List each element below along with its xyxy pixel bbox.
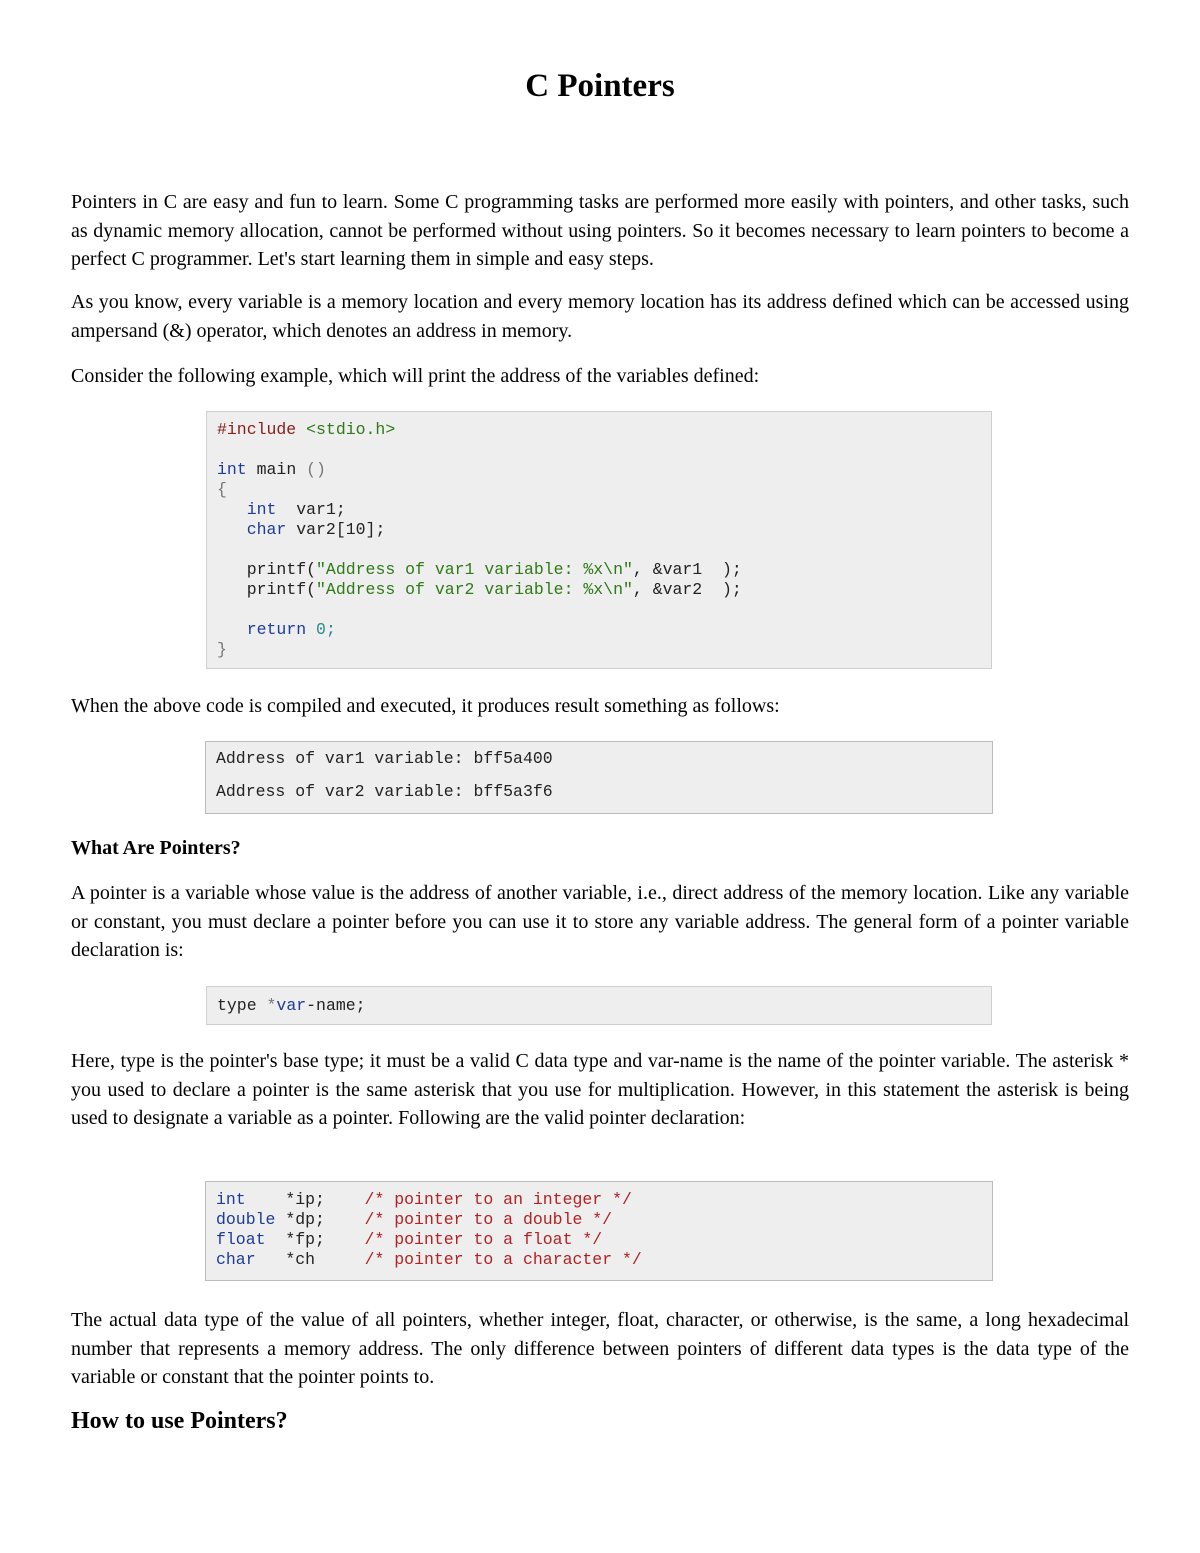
declaration-gap — [325, 1210, 365, 1229]
section-heading-how-to-use-pointers: How to use Pointers? — [71, 1408, 288, 1434]
pointer-declarations-block — [205, 1181, 993, 1281]
code-return-keyword: return — [246, 620, 307, 639]
declaration-comment: /* pointer to a float */ — [364, 1230, 603, 1249]
code-line — [217, 560, 981, 580]
declaration-pad — [275, 1210, 285, 1229]
code-printf1-string: "Address of var1 variable: %x\n" — [316, 560, 633, 579]
code-printf1-rest: , &var1 ); — [632, 560, 742, 579]
code-line — [217, 620, 981, 640]
declaration-comment: /* pointer to an integer */ — [364, 1190, 632, 1209]
declaration-name: *ch — [285, 1250, 316, 1269]
syntax-type: type — [217, 996, 267, 1015]
result-intro-paragraph: When the above code is compiled and executed, it produces result something as follows: — [71, 695, 780, 717]
declaration-type: int — [216, 1190, 246, 1209]
code-blank-line — [217, 440, 981, 460]
declaration-pad — [266, 1230, 286, 1249]
code-blank-line — [217, 600, 981, 620]
code-line — [217, 500, 981, 520]
intro-paragraph-3: Consider the following example, which will print the address of the variables defined: — [71, 365, 760, 387]
code-line — [217, 996, 981, 1016]
example-code-block — [206, 411, 992, 669]
code-main-type: int — [217, 460, 247, 479]
code-decl1-type: int — [246, 500, 277, 519]
code-main-name: main — [246, 460, 307, 479]
declaration-gap — [325, 1190, 365, 1209]
code-main-parens: () — [306, 460, 326, 479]
pointers-definition-paragraph: A pointer is a variable whose value is the address of another variable, i.e., direct address of the memory location. Like any variable or constant, you must declare a pointer before you can use it to store any variable address. The general form of a pointer variable declaration is: — [71, 882, 1129, 962]
declaration-comment: /* pointer to a double */ — [364, 1210, 613, 1229]
code-include-header: <stdio.h> — [306, 420, 396, 439]
declaration-type: float — [216, 1230, 266, 1249]
code-printf2-fn: printf( — [246, 580, 317, 599]
syntax-rest: -name; — [306, 996, 366, 1015]
pointer-value-paragraph: The actual data type of the value of all pointers, whether integer, float, character, or otherwise, is the same, a long hexadecimal number that represents a memory address. The only difference between pointers of different data types is the data type of the variable or constant that the pointer points to. — [71, 1309, 1129, 1389]
declaration-type: double — [216, 1210, 276, 1229]
declaration-name: *ip; — [285, 1190, 325, 1209]
code-printf1-fn: printf( — [246, 560, 317, 579]
code-close-brace: } — [217, 640, 227, 659]
pointer-base-type-paragraph: Here, type is the pointer's base type; it must be a valid C data type and var-name is the name of the pointer variable. The asterisk * you used to declare a pointer is the same asterisk that you use for multiplication. However, in this statement the asterisk is being used to designate a variable as a pointer. Following are the valid pointer declaration: — [71, 1050, 1129, 1130]
declaration-type: char — [216, 1250, 256, 1269]
intro-paragraph-1: Pointers in C are easy and fun to learn. Some C programming tasks are performed more easily with pointers, and other tasks, such as dynamic memory allocation, cannot be performed without using pointers. So it becomes necessary to learn pointers to become a perfect C programmer. Let's start learning them in simple and easy steps. — [71, 191, 1129, 271]
syntax-star: * — [266, 996, 277, 1015]
code-line — [217, 580, 981, 600]
declaration-pad — [246, 1190, 286, 1209]
declaration-gap — [325, 1230, 365, 1249]
declaration-gap — [315, 1250, 365, 1269]
code-printf2-rest: , &var2 ); — [632, 580, 742, 599]
code-decl2-type: char — [246, 520, 287, 539]
code-return-value: 0; — [306, 620, 336, 639]
code-printf2-string: "Address of var2 variable: %x\n" — [316, 580, 633, 599]
code-line — [217, 460, 981, 480]
code-line — [217, 520, 981, 540]
output-line-1: Address of var1 variable: bff5a400 — [216, 749, 553, 768]
declaration-comment: /* pointer to a character */ — [364, 1250, 642, 1269]
code-blank-line — [217, 540, 981, 560]
declaration-row — [216, 1190, 982, 1210]
syntax-code-block — [206, 986, 992, 1025]
code-line — [217, 420, 981, 440]
declaration-row — [216, 1230, 982, 1250]
intro-paragraph-2: As you know, every variable is a memory location and every memory location has its address defined which can be accessed using ampersand (&) operator, which denotes an address in memory. — [71, 291, 1129, 342]
declaration-row — [216, 1250, 982, 1270]
syntax-var: var — [276, 996, 307, 1015]
output-block — [205, 741, 993, 814]
declaration-name: *fp; — [285, 1230, 325, 1249]
code-decl2-rest: var2[10]; — [286, 520, 386, 539]
code-line — [217, 480, 981, 500]
section-heading-what-are-pointers: What Are Pointers? — [71, 837, 241, 859]
declaration-name: *dp; — [285, 1210, 325, 1229]
code-line — [217, 640, 981, 660]
code-include-directive: #include — [217, 420, 297, 439]
code-open-brace: { — [217, 480, 227, 499]
page-title: C Pointers — [525, 68, 675, 104]
output-line-2: Address of var2 variable: bff5a3f6 — [216, 782, 553, 801]
declaration-row — [216, 1210, 982, 1230]
declaration-pad — [256, 1250, 286, 1269]
code-decl1-rest: var1; — [276, 500, 346, 519]
